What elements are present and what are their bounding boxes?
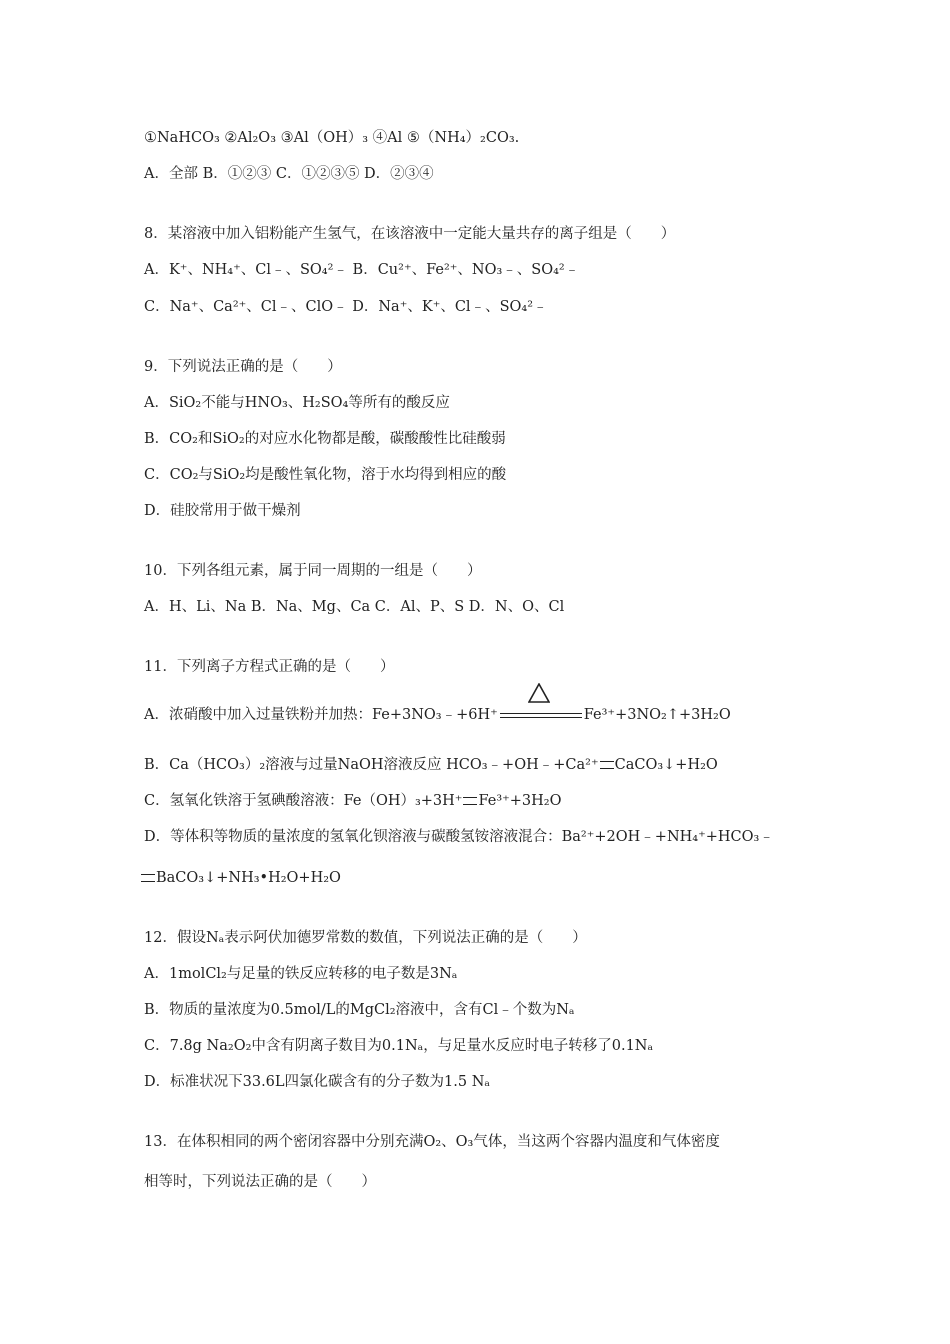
q11-stem: 11．下列离子方程式正确的是（ ）: [144, 659, 395, 675]
equals-sign: [600, 761, 614, 769]
equals-sign: [463, 797, 477, 805]
q11-option-c: [144, 791, 562, 811]
q10-stem: 10．下列各组元素，属于同一周期的一组是（ ）: [144, 563, 482, 579]
q11-option-d-line1: D．等体积等物质的量浓度的氢氧化钡溶液与碳酸氢铵溶液混合：Ba²⁺+2OH﹣+NH₄⁺+HCO₃﹣: [144, 829, 774, 845]
q12-option-a: A．1molCl₂与足量的铁反应转移的电子数是3Nₐ: [144, 966, 458, 982]
q12-stem: 12．假设Nₐ表示阿伏加德罗常数的数值，下列说法正确的是（ ）: [144, 930, 587, 946]
q11-a-reactants: A．浓硝酸中加入过量铁粉并加热：Fe+3NO₃﹣+6H⁺: [144, 707, 498, 723]
q11-d-products: BaCO₃↓+NH₃•H₂O+H₂O: [156, 870, 341, 886]
q12-option-d: D．标准状况下33.6L四氯化碳含有的分子数为1.5 Nₐ: [144, 1074, 490, 1090]
q9-stem: 9．下列说法正确的是（ ）: [144, 359, 342, 375]
q11-option-d-line2: [140, 868, 341, 888]
q11-c-products: Fe³⁺+3H₂O: [478, 793, 562, 809]
q7-items: ①NaHCO₃ ②Al₂O₃ ③Al（OH）₃ ④Al ⑤（NH₄）₂CO₃.: [144, 130, 520, 146]
q8-options-cd: C．Na⁺、Ca²⁺、Cl﹣、ClO﹣ D．Na⁺、K⁺、Cl﹣、SO₄²﹣: [144, 299, 548, 315]
q11-b-products: CaCO₃↓+H₂O: [614, 757, 718, 773]
q9-option-d: D．硅胶常用于做干燥剂: [144, 503, 301, 519]
q9-option-c: C．CO₂与SiO₂均是酸性氧化物，溶于水均得到相应的酸: [144, 467, 507, 483]
q11-c-reactants: C．氢氧化铁溶于氢碘酸溶液：Fe（OH）₃+3H⁺: [144, 793, 463, 809]
q10-options: A．H、Li、Na B．Na、Mg、Ca C．Al、P、S D．N、O、Cl: [144, 599, 565, 615]
q13-stem-line2: 相等时，下列说法正确的是（ ）: [144, 1174, 376, 1190]
q11-b-reactants: B．Ca（HCO₃）₂溶液与过量NaOH溶液反应 HCO₃﹣+OH﹣+Ca²⁺: [144, 757, 599, 773]
q11-option-a: [144, 705, 731, 725]
q13-stem-line1: 13．在体积相同的两个密闭容器中分别充满O₂、O₃气体，当这两个容器内温度和气体密度: [144, 1134, 720, 1150]
q12-option-b: B．物质的量浓度为0.5mol/L的MgCl₂溶液中，含有Cl﹣个数为Nₐ: [144, 1002, 575, 1018]
q9-option-b: B．CO₂和SiO₂的对应水化物都是酸，碳酸酸性比硅酸弱: [144, 431, 506, 447]
heat-equals-sign: [500, 705, 582, 725]
equals-sign: [141, 874, 155, 882]
q12-option-c: C．7.8g Na₂O₂中含有阴离子数目为0.1Nₐ，与足量水反应时电子转移了0.1Nₐ: [144, 1038, 654, 1054]
q9-option-a: A．SiO₂不能与HNO₃、H₂SO₄等所有的酸反应: [144, 395, 450, 411]
q8-stem: 8．某溶液中加入铝粉能产生氢气，在该溶液中一定能大量共存的离子组是（ ）: [144, 226, 676, 242]
q8-options-ab: A．K⁺、NH₄⁺、Cl﹣、SO₄²﹣ B．Cu²⁺、Fe²⁺、NO₃﹣、SO₄²﹣: [144, 262, 580, 278]
q7-options: A．全部 B．①②③ C．①②③⑤ D．②③④: [144, 166, 434, 182]
q11-a-products: Fe³⁺+3NO₂↑+3H₂O: [583, 707, 731, 723]
q11-option-b: [144, 755, 718, 775]
